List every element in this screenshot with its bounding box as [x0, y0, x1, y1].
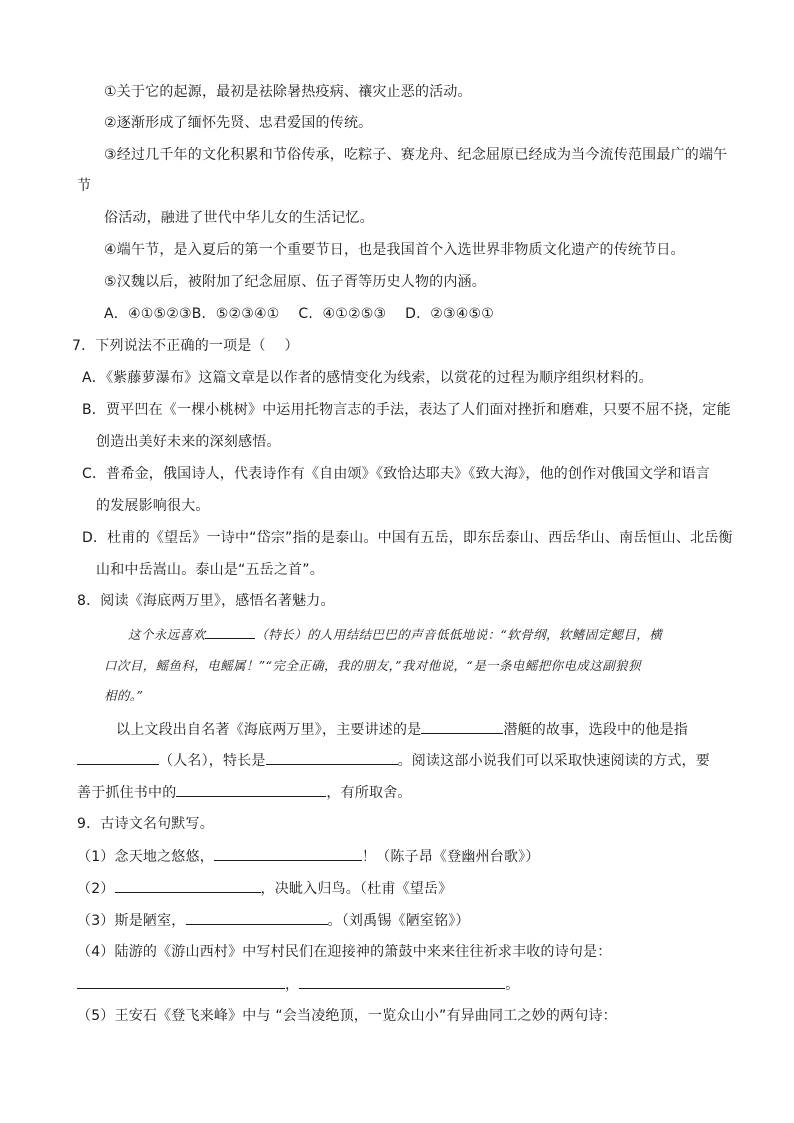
body-text: 潜艇的故事，选段中的他是指 [503, 722, 689, 738]
body-text: （人名），特长是 [159, 753, 266, 769]
body-text: 。阅读这部小说我们可以采取快速阅读的方式，要 [397, 753, 711, 769]
item-text: ！（陈子昂《登幽州台歌》） [361, 849, 540, 865]
item-text: 。（刘禹锡《陋室铭》） [327, 913, 470, 929]
q9-item-4: （4）陆游的《游山西村》中写村民们在迎接神的箫鼓中来来往往祈求丰收的诗句是： [77, 944, 612, 960]
answer-blank[interactable] [266, 750, 398, 765]
q7-option-a: A．《紫藤萝瀑布》这篇文章是以作者的感情变化为线索，以赏花的过程为顺序组织材料的。 [82, 370, 653, 386]
option-5-text: ⑤汉魏以后，被附加了纪念屈原、伍子胥等历史人物的内涵。 [104, 274, 486, 290]
q7-option-b: B．贾平凹在《一棵小桃树》中运用托物言志的手法，表达了人们面对挫折和磨难，只要不屈不挠，定能 [82, 402, 731, 418]
q7-option-d: D．杜甫的《望岳》一诗中“岱宗”指的是泰山。中国有五岳，即东岳泰山、西岳华山、南岳恒山、北岳衡 [82, 530, 733, 546]
separator-text: ， [285, 977, 300, 993]
q7-option-b-cont: 创造出美好未来的深刻感悟。 [96, 434, 281, 450]
q7-option-c-cont: 的发展影响很大。 [96, 498, 210, 514]
answer-blank[interactable] [205, 624, 255, 639]
body-text: ，有所取舍。 [326, 785, 412, 801]
end-text: 。 [505, 977, 520, 993]
answer-blank[interactable] [421, 719, 503, 734]
option-4-text: ④端午节，是入夏后的第一个重要节日，也是我国首个入选世界非物质文化遗产的传统节日。 [104, 242, 685, 258]
q8-body-line-1 [116, 719, 688, 740]
answer-blank[interactable] [214, 846, 362, 861]
answer-blank[interactable] [176, 782, 326, 797]
option-3-text: ③经过几千年的文化积累和节俗传承，吃粽子、赛龙舟、纪念屈原已经成为当今流传范围最广的端午 [104, 147, 728, 163]
q9-item-4-answer [77, 974, 519, 995]
q9-item-5: （5）王安石《登飞来峰》中与 “会当凌绝顶，一览众山小”有异曲同工之妙的两句诗： [77, 1008, 617, 1024]
item-text: （2） [77, 881, 115, 897]
q9-item-2 [77, 878, 452, 899]
body-text: 以上文段出自名著《海底两万里》，主要讲述的是 [116, 722, 422, 738]
q8-stem: 8．阅读《海底两万里》，感悟名著魅力。 [77, 593, 335, 609]
quote-text: 这个永远喜欢 [128, 627, 206, 642]
answer-blank[interactable] [77, 750, 159, 765]
q8-quote-line-3: 相的。” [104, 688, 144, 703]
body-text: 善于抓住书中的 [77, 785, 177, 801]
q7-option-d-cont: 山和中岳嵩山。泰山是“五岳之首”。 [96, 562, 324, 578]
item-text: （1）念天地之悠悠， [77, 849, 214, 865]
option-2-text: ②逐渐形成了缅怀先贤、忠君爱国的传统。 [104, 115, 373, 131]
q9-item-1 [77, 846, 540, 867]
answer-blank[interactable] [77, 974, 285, 989]
answer-blank[interactable] [115, 878, 261, 893]
answer-blank[interactable] [299, 974, 505, 989]
q8-body-line-3 [77, 782, 412, 803]
q8-body-line-2 [77, 750, 710, 771]
q9-item-3 [77, 910, 470, 931]
item-text: ，决眦入归鸟。（杜甫《望岳》 [260, 881, 453, 897]
q7-option-c: C．普希金，俄国诗人，代表诗作有《自由颂》《致恰达耶夫》《致大海》，他的创作对俄国文学和语言 [82, 466, 710, 482]
item-text: （3）斯是陋室， [77, 913, 186, 929]
q8-quote-line-1 [128, 624, 662, 645]
quote-text: （特长）的人用结结巴巴的声音低低地说：“软骨纲，软鳍固定鳃目，横 [255, 627, 663, 642]
option-3-wrap: 节 [77, 178, 92, 194]
option-3-cont: 俗活动，融进了世代中华儿女的生活记忆。 [104, 210, 374, 226]
q7-stem: 7．下列说法不正确的一项是（ ） [72, 338, 299, 354]
q6-choices: A．④①⑤②③B．⑤②③④① C．④①②⑤③ D．②③④⑤① [104, 306, 495, 322]
q9-stem: 9．古诗文名句默写。 [77, 816, 214, 832]
q8-quote-line-2: 口次目，鳐鱼科，电鳐属！”“完全正确，我的朋友，”我对他说，“是一条电鳐把你电成这副狼狈 [104, 658, 641, 673]
answer-blank[interactable] [186, 910, 328, 925]
option-1-text: ①关于它的起源，最初是祛除暑热疫病、禳灾止恶的活动。 [104, 84, 472, 100]
